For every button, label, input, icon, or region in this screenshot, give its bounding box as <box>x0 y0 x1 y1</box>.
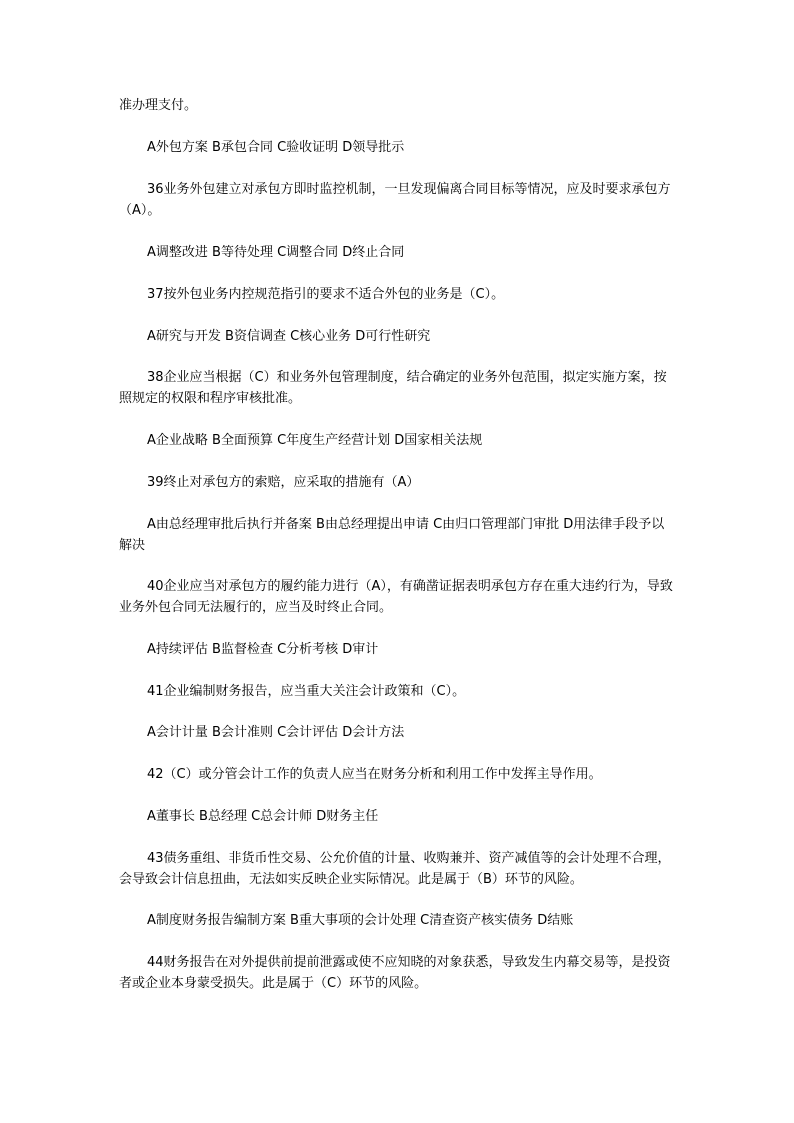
paragraph-continuation: 准办理支付。 <box>119 98 198 113</box>
question-41: 41企业编制财务报告，应当重大关注会计政策和（C）。 <box>147 684 466 699</box>
question-39: 39终止对承包方的索赔，应采取的措施有（A） <box>147 475 420 490</box>
options-42: A董事长 B总经理 C总会计师 D财务主任 <box>147 809 379 824</box>
options-35: A外包方案 B承包合同 C验收证明 D领导批示 <box>147 140 405 155</box>
options-40: A持续评估 B监督检查 C分析考核 D审计 <box>147 642 379 657</box>
question-40: 40企业应当对承包方的履约能力进行（A），有确凿证据表明承包方存在重大违约行为，导致业务外包合同无法履行的，应当及时终止合同。 <box>119 579 673 615</box>
options-39: A由总经理审批后执行并备案 B由总经理提出申请 C由归口管理部门审批 D用法律手段予以解决 <box>119 517 665 553</box>
options-43: A制度财务报告编制方案 B重大事项的会计处理 C清查资产核实债务 D结账 <box>147 913 574 928</box>
question-44: 44财务报告在对外提供前提前泄露或使不应知晓的对象获悉，导致发生内幕交易等，是投资者或企业本身蒙受损失。此是属于（C）环节的风险。 <box>119 955 671 991</box>
options-36: A调整改进 B等待处理 C调整合同 D终止合同 <box>147 245 405 260</box>
options-37: A研究与开发 B资信调查 C核心业务 D可行性研究 <box>147 329 431 344</box>
question-38: 38企业应当根据（C）和业务外包管理制度，结合确定的业务外包范围，拟定实施方案，按照规定的权限和程序审核批准。 <box>119 370 667 406</box>
question-36: 36业务外包建立对承包方即时监控机制，一旦发现偏离合同目标等情况，应及时要求承包方（A）。 <box>119 182 671 218</box>
question-37: 37按外包业务内控规范指引的要求不适合外包的业务是（C）。 <box>147 287 505 302</box>
options-38: A企业战略 B全面预算 C年度生产经营计划 D国家相关法规 <box>147 433 483 448</box>
question-42: 42（C）或分管会计工作的负责人应当在财务分析和利用工作中发挥主导作用。 <box>147 767 602 782</box>
question-43: 43债务重组、非货币性交易、公允价值的计量、收购兼并、资产减值等的会计处理不合理，会导致会计信息扭曲，无法如实反映企业实际情况。此是属于（B）环节的风险。 <box>119 851 671 887</box>
options-41: A会计计量 B会计准则 C会计评估 D会计方法 <box>147 725 405 740</box>
